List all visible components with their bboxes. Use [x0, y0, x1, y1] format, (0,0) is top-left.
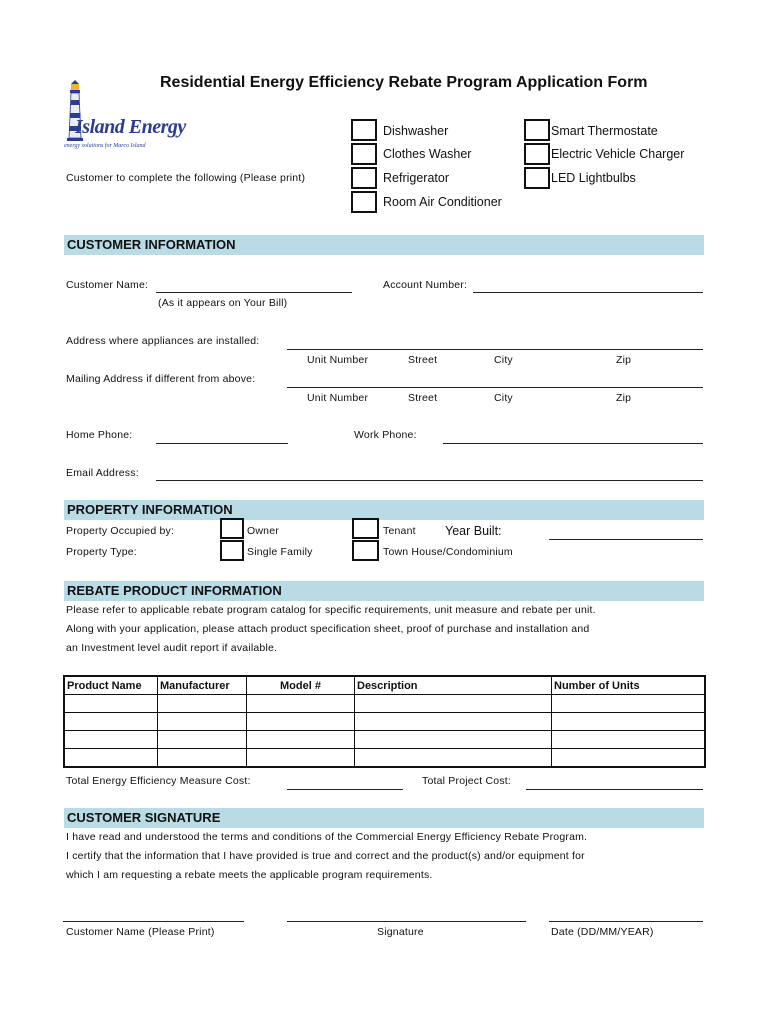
table-cell[interactable] — [158, 731, 247, 749]
total-measure-cost-field[interactable] — [287, 789, 403, 790]
customer-signature-header — [64, 808, 704, 828]
year-built-field[interactable] — [549, 539, 703, 540]
table-cell[interactable] — [552, 749, 706, 768]
table-cell[interactable] — [552, 695, 706, 713]
table-cell[interactable] — [64, 749, 158, 768]
customer-info-header — [64, 235, 704, 255]
type-label: Property Type: — [66, 546, 137, 558]
refrigerator-label: Refrigerator — [383, 171, 449, 185]
ev-charger-checkbox[interactable] — [524, 143, 550, 165]
table-cell[interactable] — [247, 749, 355, 768]
total-project-cost-field[interactable] — [526, 789, 703, 790]
signature-note-1: I have read and understood the terms and conditions of the Commercial Energy Efficiency Rebate Program. — [66, 831, 588, 843]
table-cell[interactable] — [355, 695, 552, 713]
signature-note-2: I certify that the information that I have provided is true and correct and the product(s) and/or equipment for — [66, 850, 585, 862]
room-ac-checkbox[interactable] — [351, 191, 377, 213]
table-cell[interactable] — [247, 731, 355, 749]
mailing-col-city: City — [494, 392, 513, 404]
rebate-product-heading: REBATE PRODUCT INFORMATION — [67, 583, 282, 598]
refrigerator-checkbox[interactable] — [351, 167, 377, 189]
work-phone-field[interactable] — [443, 443, 703, 444]
table-cell[interactable] — [64, 713, 158, 731]
mailing-col-unit: Unit Number — [307, 392, 369, 404]
led-lightbulbs-label: LED Lightbulbs — [551, 171, 636, 185]
instruction-text: Customer to complete the following (Please print) — [66, 172, 306, 184]
logo-tagline: energy solutions for Marco Island — [64, 143, 146, 149]
smart-thermostat-label: Smart Thermostate — [551, 124, 658, 138]
name-note: (As it appears on Your Bill) — [158, 297, 288, 309]
table-cell[interactable] — [158, 695, 247, 713]
address-col-city: City — [494, 354, 513, 366]
email-field[interactable] — [156, 480, 703, 481]
date-label: Date (DD/MM/YEAR) — [551, 926, 654, 938]
customer-signature-heading: CUSTOMER SIGNATURE — [67, 810, 221, 825]
customer-name-label: Customer Name: — [66, 279, 149, 291]
address-col-zip: Zip — [616, 354, 632, 366]
account-number-label: Account Number: — [383, 279, 468, 291]
single-family-label: Single Family — [247, 546, 313, 558]
table-row[interactable] — [64, 713, 705, 731]
table-cell[interactable] — [355, 749, 552, 768]
customer-name-print-label: Customer Name (Please Print) — [66, 926, 215, 938]
rebate-note-1: Please refer to applicable rebate program catalog for specific requirements, unit measure and rebate per unit. — [66, 604, 596, 616]
table-cell[interactable] — [64, 731, 158, 749]
table-row[interactable] — [64, 749, 705, 768]
single-family-checkbox[interactable] — [220, 540, 244, 561]
property-info-heading: PROPERTY INFORMATION — [67, 502, 233, 517]
table-row[interactable] — [64, 731, 705, 749]
dishwasher-checkbox[interactable] — [351, 119, 377, 141]
occupied-label: Property Occupied by: — [66, 525, 175, 537]
rebate-note-2: Along with your application, please attach product specification sheet, proof of purchase and installation and — [66, 623, 590, 635]
tenant-label: Tenant — [383, 525, 416, 537]
col-manufacturer: Manufacturer — [158, 676, 247, 695]
address-col-street: Street — [408, 354, 438, 366]
address-col-unit: Unit Number — [307, 354, 369, 366]
home-phone-label: Home Phone: — [66, 429, 133, 441]
install-address-label: Address where appliances are installed: — [66, 335, 260, 347]
total-measure-cost-label: Total Energy Efficiency Measure Cost: — [66, 775, 251, 787]
page-title: Residential Energy Efficiency Rebate Program Application Form — [160, 74, 648, 91]
table-cell[interactable] — [355, 713, 552, 731]
year-built-label: Year Built: — [445, 524, 502, 538]
logo-text: Island Energy — [75, 116, 186, 138]
signature-label: Signature — [377, 926, 424, 938]
col-number-of-units: Number of Units — [552, 676, 706, 695]
customer-name-field[interactable] — [156, 292, 352, 293]
rebate-product-header — [64, 581, 704, 601]
product-table — [63, 675, 706, 768]
table-cell[interactable] — [64, 695, 158, 713]
mailing-col-zip: Zip — [616, 392, 632, 404]
table-cell[interactable] — [355, 731, 552, 749]
customer-name-print-field[interactable] — [63, 921, 244, 922]
owner-label: Owner — [247, 525, 279, 537]
home-phone-field[interactable] — [156, 443, 288, 444]
mailing-address-field[interactable] — [287, 387, 703, 388]
mailing-col-street: Street — [408, 392, 438, 404]
ev-charger-label: Electric Vehicle Charger — [551, 147, 685, 161]
table-cell[interactable] — [247, 695, 355, 713]
company-logo — [62, 80, 186, 158]
townhouse-checkbox[interactable] — [352, 540, 379, 561]
dishwasher-label: Dishwasher — [383, 124, 449, 138]
led-lightbulbs-checkbox[interactable] — [524, 167, 550, 189]
townhouse-label: Town House/Condominium — [383, 546, 513, 558]
install-address-field[interactable] — [287, 349, 703, 350]
customer-info-heading: CUSTOMER INFORMATION — [67, 237, 236, 252]
smart-thermostat-checkbox[interactable] — [524, 119, 550, 141]
work-phone-label: Work Phone: — [354, 429, 417, 441]
email-label: Email Address: — [66, 467, 139, 479]
col-description: Description — [355, 676, 552, 695]
clothes-washer-checkbox[interactable] — [351, 143, 377, 165]
col-model: Model # — [247, 676, 355, 695]
account-number-field[interactable] — [473, 292, 703, 293]
tenant-checkbox[interactable] — [352, 518, 379, 539]
date-field[interactable] — [549, 921, 703, 922]
table-cell[interactable] — [247, 713, 355, 731]
clothes-washer-label: Clothes Washer — [383, 147, 472, 161]
table-row[interactable] — [64, 695, 705, 713]
mailing-address-label: Mailing Address if different from above: — [66, 373, 256, 385]
table-cell[interactable] — [158, 749, 247, 768]
table-cell[interactable] — [552, 713, 706, 731]
table-cell[interactable] — [158, 713, 247, 731]
table-cell[interactable] — [552, 731, 706, 749]
rebate-note-3: an Investment level audit report if available. — [66, 642, 278, 654]
signature-field[interactable] — [287, 921, 526, 922]
signature-note-3: which I am requesting a rebate meets the applicable program requirements. — [66, 869, 433, 881]
property-info-header — [64, 500, 704, 520]
col-product-name: Product Name — [64, 676, 158, 695]
table-header-row — [64, 676, 705, 695]
total-project-cost-label: Total Project Cost: — [422, 775, 511, 787]
room-ac-label: Room Air Conditioner — [383, 195, 502, 209]
owner-checkbox[interactable] — [220, 518, 244, 539]
